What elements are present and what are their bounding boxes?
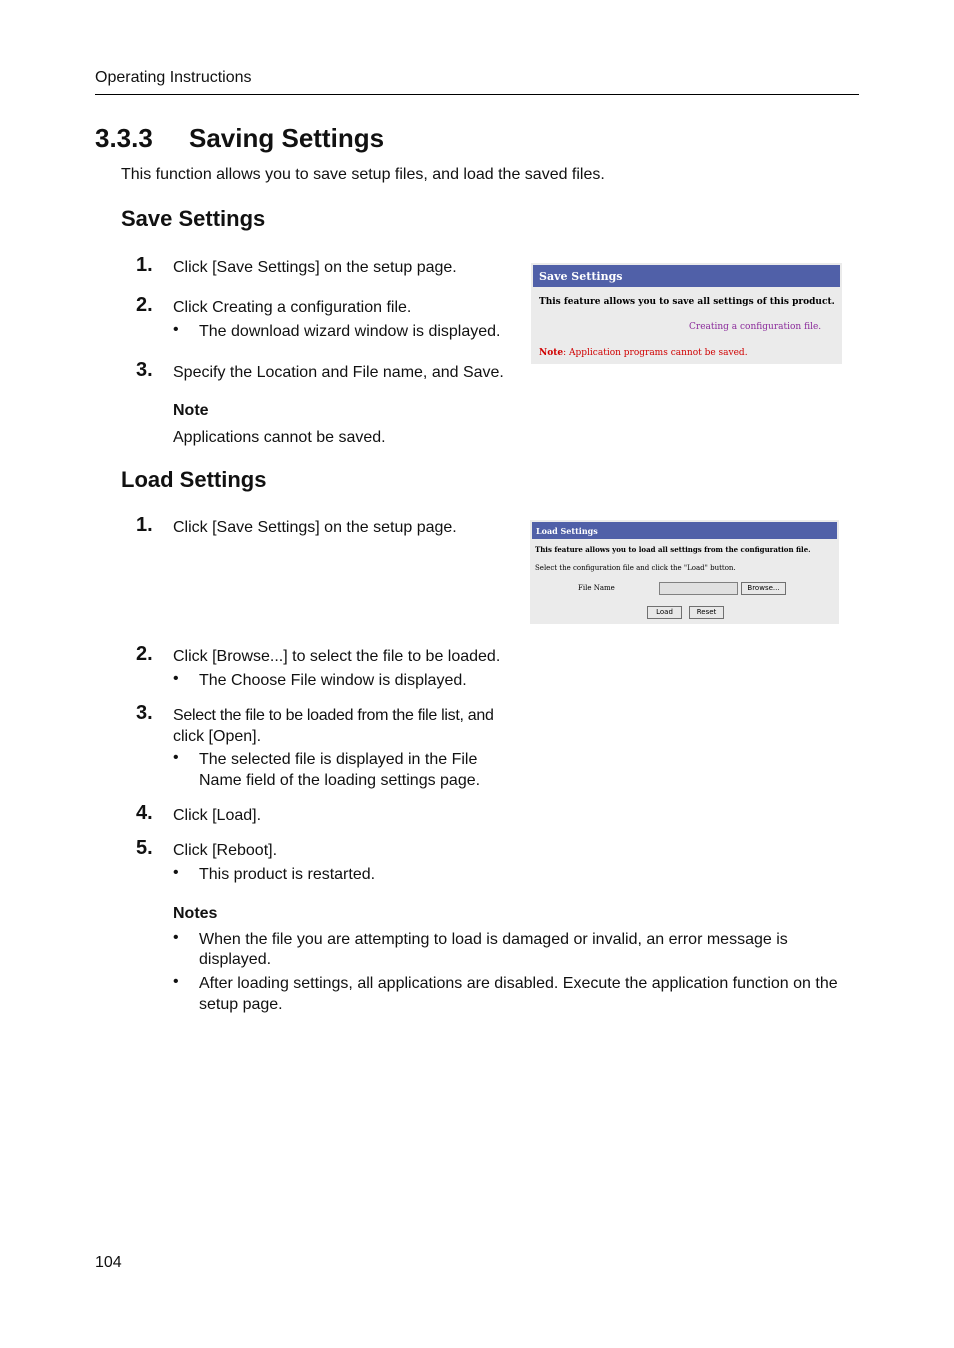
load-step-3-bullet-line2: Name field of the loading settings page. [199,772,481,789]
bullet-glyph: • [173,973,179,990]
load-step-4-number: 4. [136,802,153,824]
save-step-3-text: Specify the Location and File name, and Save. [173,364,504,381]
load-note-1-line1: When the file you are attempting to load is damaged or invalid, an error message is [199,931,788,948]
screenshot-title-bar [533,265,840,287]
save-step-2-text: Click Creating a configuration file. [173,299,412,316]
section-number: 3.3.3 [95,123,153,153]
page-number: 104 [95,1254,122,1271]
screenshot-description: This feature allows you to save all settings of this product. [539,297,835,307]
create-config-file-link[interactable]: Creating a configuration file. [689,322,822,332]
load-step-2-text: Click [Browse...] to select the file to be loaded. [173,648,501,665]
running-header: Operating Instructions [95,69,252,86]
file-name-input[interactable] [659,582,738,595]
load-step-5-bullet: This product is restarted. [199,866,376,883]
screenshot-description: This feature allows you to load all settings from the configuration file. [535,545,811,554]
save-step-2-number: 2. [136,294,153,316]
load-step-3-text-line2: click [Open]. [173,728,262,745]
screenshot-instruction: Select the configuration file and click the "Load" button. [535,564,736,572]
save-settings-screenshot [531,263,842,364]
bullet-glyph: • [173,321,179,338]
bullet-glyph: • [173,749,179,766]
screenshot-title: Save Settings [539,270,623,283]
load-note-2-line1: After loading settings, all applications are disabled. Execute the application function on the [199,975,838,992]
reset-button[interactable]: Reset [689,606,724,619]
browse-button[interactable]: Browse... [741,582,786,595]
screenshot-note [539,347,748,358]
file-name-label: File Name [578,584,615,592]
bullet-glyph: • [173,670,179,687]
load-step-4-text: Click [Load]. [173,807,262,824]
load-step-5-text: Click [Reboot]. [173,842,278,859]
save-step-1-text: Click [Save Settings] on the setup page. [173,259,457,276]
load-settings-heading: Load Settings [121,467,267,492]
header-divider [95,94,859,95]
load-note-1-line2: displayed. [199,951,272,968]
load-step-3-bullet-line1: The selected file is displayed in the File [199,751,478,768]
save-step-2-bullet: The download wizard window is displayed. [199,323,501,340]
screenshot-note-text: : Application programs cannot be saved. [563,348,748,358]
save-note-label: Note [173,402,209,419]
bullet-glyph: • [173,929,179,946]
load-step-3-number: 3. [136,702,153,724]
load-step-1-text: Click [Save Settings] on the setup page. [173,519,457,536]
screenshot-title-bar [532,522,837,539]
load-note-2-line2: setup page. [199,996,283,1013]
load-notes-label: Notes [173,905,218,922]
load-settings-screenshot [530,520,839,624]
load-step-1-number: 1. [136,514,153,536]
screenshot-note-label: Note [539,348,564,358]
section-intro: This function allows you to save setup files, and load the saved files. [121,166,605,183]
save-step-1-number: 1. [136,254,153,276]
section-title: Saving Settings [189,123,385,153]
load-step-3-text-line1: Select the file to be loaded from the file list, and [173,707,494,724]
bullet-glyph: • [173,864,179,881]
load-step-2-bullet: The Choose File window is displayed. [199,672,467,689]
save-note-text: Applications cannot be saved. [173,429,386,446]
load-step-5-number: 5. [136,837,153,859]
load-button[interactable]: Load [647,606,682,619]
save-settings-heading: Save Settings [121,206,266,231]
save-step-3-number: 3. [136,359,153,381]
load-step-2-number: 2. [136,643,153,665]
screenshot-title: Load Settings [536,526,598,536]
